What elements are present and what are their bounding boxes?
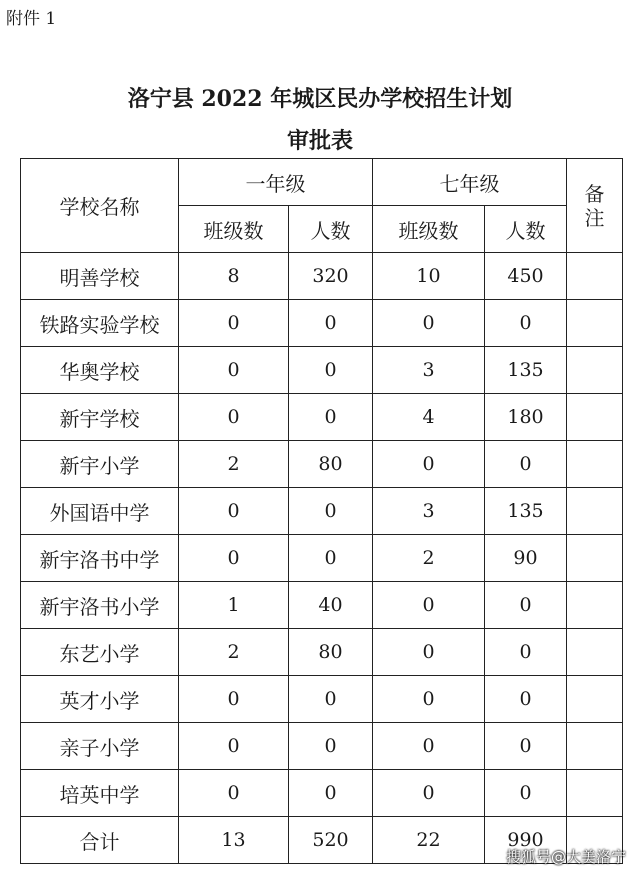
document-title: 洛宁县 2022 年城区民办学校招生计划 [127, 86, 513, 112]
header-row-1 [21, 159, 623, 206]
cell-g1-classes: 0 [179, 723, 289, 770]
cell-g1-students: 0 [289, 770, 373, 817]
cell-school-name: 新宇小学 [21, 441, 179, 488]
cell-g1-students: 0 [289, 676, 373, 723]
cell-g7-students: 0 [485, 300, 567, 347]
cell-g1-classes: 1 [179, 582, 289, 629]
cell-g1-classes: 0 [179, 676, 289, 723]
table-row [21, 723, 623, 770]
cell-g1-classes: 2 [179, 629, 289, 676]
cell-g7-students: 0 [485, 676, 567, 723]
table-row [21, 629, 623, 676]
cell-g7-classes: 22 [373, 817, 485, 864]
cell-note [567, 629, 623, 676]
header-grade7: 七年级 [373, 159, 567, 206]
table-row [21, 300, 623, 347]
cell-school-name: 新宇学校 [21, 394, 179, 441]
table-row [21, 488, 623, 535]
table-row [21, 441, 623, 488]
cell-g1-classes: 8 [179, 253, 289, 300]
watermark: 搜狐号@大美洛宁 [505, 848, 626, 866]
cell-g1-students: 80 [289, 441, 373, 488]
header-note-char-2: 注 [584, 205, 605, 230]
table-row [21, 676, 623, 723]
cell-g1-classes: 0 [179, 770, 289, 817]
cell-note [567, 300, 623, 347]
cell-g1-students: 80 [289, 629, 373, 676]
cell-g7-classes: 0 [373, 582, 485, 629]
cell-g7-classes: 0 [373, 441, 485, 488]
cell-g7-students: 0 [485, 723, 567, 770]
cell-g7-classes: 3 [373, 347, 485, 394]
table-row [21, 347, 623, 394]
cell-school-name: 新宇洛书中学 [21, 535, 179, 582]
cell-g7-students: 0 [485, 629, 567, 676]
header-note-char-1: 备 [584, 181, 605, 206]
cell-g7-classes: 10 [373, 253, 485, 300]
cell-school-name: 铁路实验学校 [21, 300, 179, 347]
cell-g1-students: 0 [289, 394, 373, 441]
cell-g1-classes: 0 [179, 300, 289, 347]
cell-school-name: 合计 [21, 817, 179, 864]
header-g1-students: 人数 [289, 206, 373, 253]
cell-g1-students: 0 [289, 347, 373, 394]
header-g7-students: 人数 [485, 206, 567, 253]
cell-g1-classes: 2 [179, 441, 289, 488]
cell-g1-classes: 0 [179, 347, 289, 394]
header-g7-classes: 班级数 [373, 206, 485, 253]
cell-g7-classes: 0 [373, 629, 485, 676]
cell-g7-classes: 0 [373, 676, 485, 723]
cell-g7-students: 0 [485, 770, 567, 817]
cell-school-name: 亲子小学 [21, 723, 179, 770]
cell-g7-students: 990 [485, 817, 567, 864]
cell-school-name: 外国语中学 [21, 488, 179, 535]
cell-g7-classes: 4 [373, 394, 485, 441]
cell-g7-classes: 0 [373, 770, 485, 817]
cell-g1-students: 0 [289, 535, 373, 582]
cell-g7-classes: 0 [373, 723, 485, 770]
cell-note [567, 535, 623, 582]
enrollment-table [20, 158, 623, 864]
cell-g1-classes: 0 [179, 535, 289, 582]
cell-g7-students: 0 [485, 441, 567, 488]
table-row [21, 770, 623, 817]
cell-note [567, 347, 623, 394]
cell-g1-students: 0 [289, 488, 373, 535]
table-row [21, 394, 623, 441]
cell-note [567, 770, 623, 817]
cell-g1-students: 40 [289, 582, 373, 629]
cell-note [567, 441, 623, 488]
table-row [21, 582, 623, 629]
cell-note [567, 676, 623, 723]
cell-note [567, 394, 623, 441]
cell-g7-students: 180 [485, 394, 567, 441]
cell-g1-students: 520 [289, 817, 373, 864]
header-grade1: 一年级 [179, 159, 373, 206]
table-row [21, 253, 623, 300]
cell-g7-classes: 0 [373, 300, 485, 347]
cell-note [567, 488, 623, 535]
header-note [567, 159, 623, 253]
cell-g1-students: 0 [289, 300, 373, 347]
cell-g7-students: 0 [485, 582, 567, 629]
cell-g7-classes: 3 [373, 488, 485, 535]
cell-school-name: 明善学校 [21, 253, 179, 300]
cell-g1-students: 320 [289, 253, 373, 300]
cell-g1-classes: 0 [179, 488, 289, 535]
cell-g7-students: 135 [485, 347, 567, 394]
cell-school-name: 培英中学 [21, 770, 179, 817]
cell-g1-classes: 0 [179, 394, 289, 441]
cell-g7-students: 450 [485, 253, 567, 300]
table-row [21, 535, 623, 582]
cell-school-name: 新宇洛书小学 [21, 582, 179, 629]
document-subtitle: 审批表 [286, 128, 353, 154]
cell-school-name: 英才小学 [21, 676, 179, 723]
cell-school-name: 华奥学校 [21, 347, 179, 394]
cell-school-name: 东艺小学 [21, 629, 179, 676]
cell-g7-students: 90 [485, 535, 567, 582]
header-g1-classes: 班级数 [179, 206, 289, 253]
cell-note [567, 582, 623, 629]
attachment-label: 附件 1 [6, 9, 57, 29]
cell-g1-students: 0 [289, 723, 373, 770]
cell-g1-classes: 13 [179, 817, 289, 864]
cell-note [567, 253, 623, 300]
cell-note [567, 723, 623, 770]
header-school-name: 学校名称 [21, 159, 179, 253]
cell-g7-classes: 2 [373, 535, 485, 582]
cell-g7-students: 135 [485, 488, 567, 535]
